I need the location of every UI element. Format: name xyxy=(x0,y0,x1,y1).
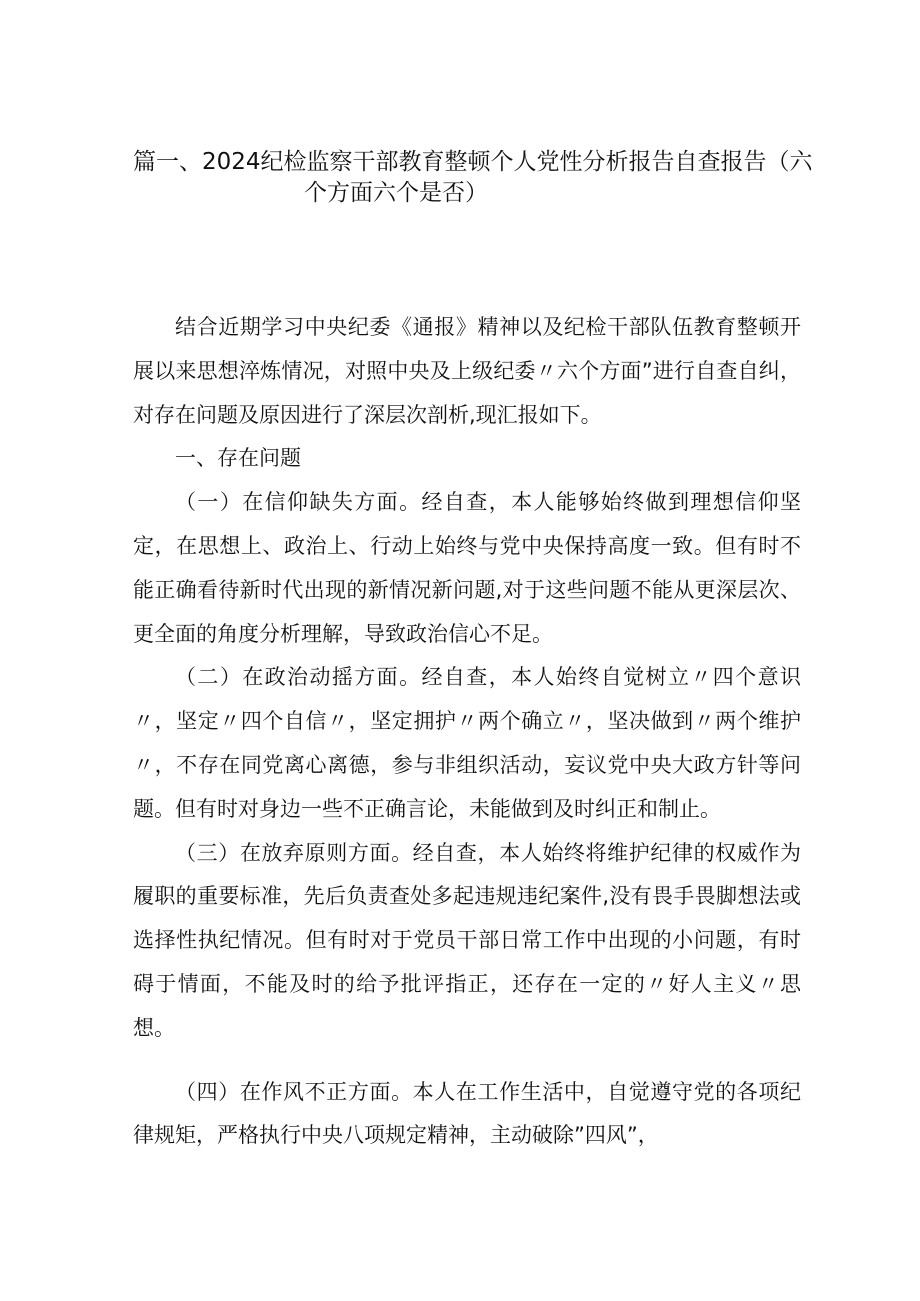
paragraph-conduct: （四）在作风不正方面。本人在工作生活中，自觉遵守党的各项纪律规矩，严格执行中央八项规定精神，主动破除”四风”， xyxy=(133,1079,801,1148)
document-title-line-2: 个方面六个是否） xyxy=(304,180,488,206)
intro-paragraph: 结合近期学习中央纪委《通报》精神以及纪检干部队伍教育整顿开展以来思想淬炼情况，对照中央及上级纪委〃六个方面”进行自查自纠，对存在问题及原因进行了深层次剖析,现汇报如下。 xyxy=(133,315,801,427)
paragraph-principle: （三）在放弃原则方面。经自查，本人始终将维护纪律的权威作为履职的重要标准，先后负责查处多起违规违纪案件,没有畏手畏脚想法或选择性执纪情况。但有时对于党员干部日常工作中出现的小问题，有时碍于情面，不能及时的给予批评指正，还存在一定的〃好人主义〃思想。 xyxy=(133,840,801,1040)
paragraph-belief: （一）在信仰缺失方面。经自查，本人能够始终做到理想信仰坚定，在思想上、政治上、行动上始终与党中央保持高度一致。但有时不能正确看待新时代出现的新情况新问题,对于这些问题不能从更深层次、更全面的角度分析理解，导致政治信心不足。 xyxy=(133,490,801,646)
document-title-line-1: 篇一、2024纪检监察干部教育整顿个人党性分析报告自查报告（六 xyxy=(133,149,813,175)
paragraph-political: （二）在政治动摇方面。经自查，本人始终自觉树立〃四个意识〃，坚定〃四个自信〃，坚定拥护〃两个确立〃，坚决做到〃两个维护〃，不存在同党离心离德，参与非组织活动，妄议党中央大政方针等问题。但有时对身边一些不正确言论，未能做到及时纠正和制止。 xyxy=(133,665,801,821)
document-body xyxy=(133,306,801,1158)
section-heading-problems: 一、存在问题 xyxy=(175,446,301,471)
